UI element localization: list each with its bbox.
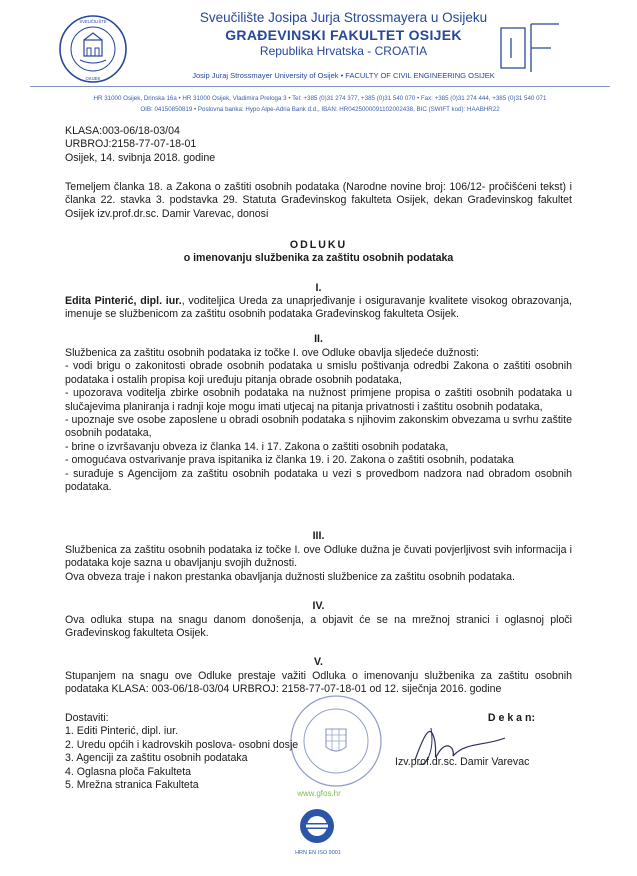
- delivery-item: 1. Editi Pinterić, dipl. iur.: [65, 725, 179, 738]
- section-3-body: [65, 544, 572, 584]
- dean-role: D e k a n:: [487, 712, 535, 724]
- faculty-name: GRAĐEVINSKI FAKULTET OSIJEK: [225, 27, 462, 43]
- delivery-label: Dostaviti:: [65, 712, 109, 724]
- iso-certification-icon: [294, 806, 340, 846]
- section-3-heading: III.: [312, 530, 325, 542]
- section-2-heading: II.: [314, 333, 323, 345]
- intro-paragraph: Temeljem članka 18. a Zakona o zaštiti osobnih podataka (Narodne novine broj: 106/12- pročišćeni tekst) i članka 22. stavka 3. podstavka 29. Statuta Građevinskog fakulteta Osijek, dekan Građevinskog fakultet Osijek izv.prof.dr.sc. Damir Varevac, donosi: [65, 181, 572, 220]
- iso-label: HRN EN ISO 9001: [295, 850, 341, 856]
- duty-item: - upozorava voditelja zbirke osobnih podataka na nužnost primjene propisa o zaštiti osobnih podataka u slučajevima planiranja i radnji koje mogu imati utjecaj na pitanja privatnosti i zaštitu osobnih podataka,: [65, 387, 572, 413]
- dean-name: Izv.prof.dr.sc. Damir Varevac: [395, 756, 530, 768]
- duty-item: - brine o izvršavanju obveza iz članka 14. i 17. Zakona o zaštiti osobnih podataka,: [65, 440, 449, 453]
- university-name: Sveučilište Josipa Jurja Strossmayera u Osijeku: [199, 10, 488, 25]
- section-1-text: , voditeljica Ureda za unaprjeđivanje i osiguravanje kvalitete visokog obrazovanja, imenuje se službenicom za zaštitu osobnih podataka Građevinskog fakulteta Osijek.: [65, 295, 572, 321]
- gfos-logo: [497, 18, 563, 78]
- section-2-lead: Službenica za zaštitu osobnih podataka iz točke I. ove Odluke obavlja sljedeće dužnosti:: [65, 347, 479, 359]
- section-1-heading: I.: [315, 282, 322, 294]
- delivery-item: 2. Uredu općih i kadrovskih poslova- osobni dosje: [65, 738, 299, 751]
- section-1-body: [65, 295, 572, 322]
- document-subtitle: o imenovanju službenika za zaštitu osobnih podataka: [183, 252, 454, 264]
- delivery-item: 3. Agenciji za zaštitu osobnih podataka: [65, 752, 248, 765]
- section-5-heading: V.: [313, 656, 324, 668]
- appointee-name: Edita Pinterić, dipl. iur.: [65, 295, 182, 307]
- section-3-paragraph: Ova obveza traje i nakon prestanka obavljanja dužnosti službenice za zaštitu osobnih podataka.: [65, 570, 515, 583]
- document-title: ODLUKU: [289, 239, 348, 251]
- section-5-body: Stupanjem na snagu ove Odluke prestaje važiti Odluka o imenovanju službenika za zaštitu osobnih podataka KLASA: 003-06/18-03/04 URBROJ: 2158-77-07-18-01 od 12. siječnja 2016. godine: [65, 670, 572, 696]
- duty-item: - vodi brigu o zakonitosti obrade osobnih podataka u smislu poštivanja odredbi Zakona o zaštiti osobnih podataka i ostalih propisa koji uređuju pitanja obrade osobnih podataka,: [65, 360, 572, 386]
- document-meta: [65, 125, 365, 165]
- contact-line: HR 31000 Osijek, Drinska 16a • HR 31000 Osijek, Vladimira Preloga 3 • Tel: +385 (0)31 274 377, +385 (0)31 540 070 • Fax: +385 (0)31 274 444, +385 (0)31 540 071: [93, 95, 547, 102]
- urbroj: URBROJ:2158-77-07-18-01: [65, 138, 197, 151]
- header-divider: [30, 86, 610, 87]
- section-3-paragraph: Službenica za zaštitu osobnih podataka iz točke I. ove Odluke dužna je čuvati povjerljivost svih informacija i podataka koje sazna u obavljanju svojih dužnosti.: [65, 544, 572, 570]
- bank-line: OIB: 04150850819 • Poslovna banka: Hypo Alpe-Adria Bank d.d., IBAN: HR0425000091102002438, BIC (SWIFT kod): HAABHR22: [140, 106, 500, 113]
- section-4-heading: IV.: [312, 600, 325, 612]
- delivery-item: 4. Oglasna ploča Fakulteta: [65, 765, 192, 778]
- english-name: Josip Juraj Strossmayer University of Osijek • FACULTY OF CIVIL ENGINEERING OSIJEK: [192, 71, 495, 80]
- section-4-body: Ova odluka stupa na snagu danom donošenja, a objavit će se na mrežnoj stranici i oglasnoj ploči Građevinskog fakulteta Osijek.: [65, 614, 572, 640]
- delivery-list: [65, 712, 395, 792]
- svg-text:OSIJEK: OSIJEK: [85, 76, 101, 81]
- section-2-body: [65, 347, 572, 494]
- document-date: Osijek, 14. svibnja 2018. godine: [65, 151, 216, 164]
- svg-text:SVEUČILIŠTE: SVEUČILIŠTE: [79, 19, 107, 24]
- duty-item: - upoznaje sve osobe zaposlene u obradi osobnih podataka s njihovim zakonskim obvezama u svrhu zaštite osobnih podataka,: [65, 414, 572, 440]
- website-link[interactable]: www.gfos.hr: [297, 789, 341, 798]
- country-line: Republika Hrvatska - CROATIA: [259, 44, 428, 58]
- duty-item: - surađuje s Agencijom za zaštitu osobnih podataka u vezi s provedbom nadzora nad obradom osobnih podataka.: [65, 467, 572, 494]
- delivery-item: 5. Mrežna stranica Fakulteta: [65, 779, 199, 792]
- duty-item: - omogućava ostvarivanje prava ispitanika iz članka 19. i 20. Zakona o zaštiti osobnih, podataka: [65, 454, 514, 467]
- klasa: KLASA:003-06/18-03/04: [65, 125, 180, 137]
